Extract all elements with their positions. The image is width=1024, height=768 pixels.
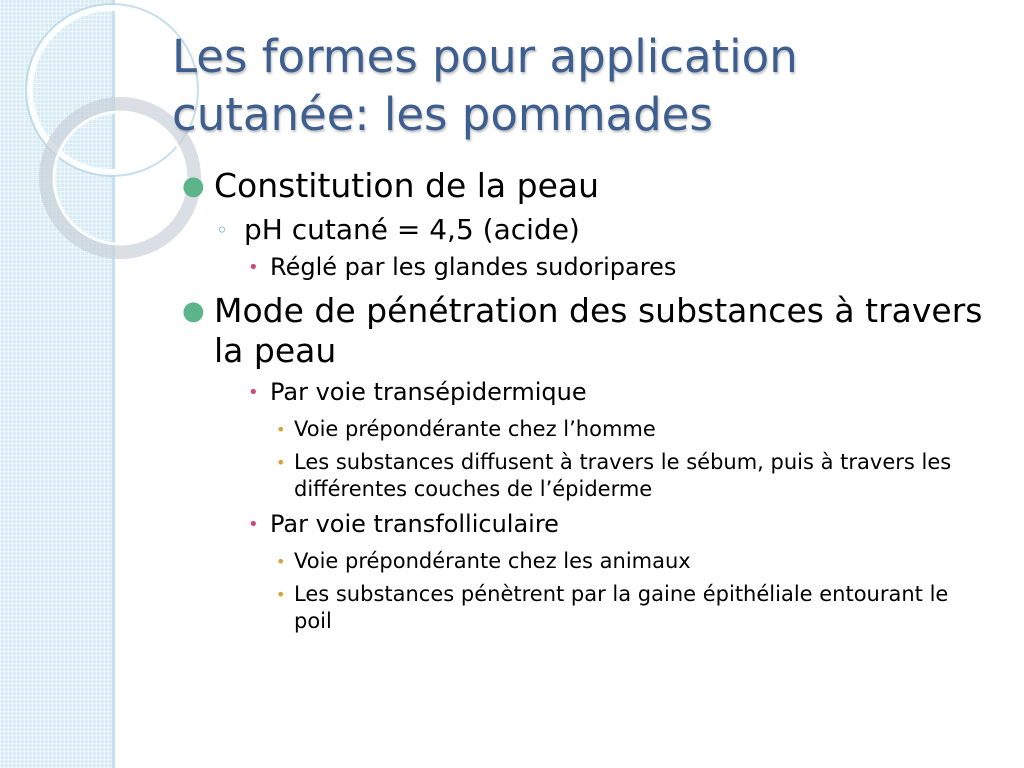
bullet-item-homme xyxy=(180,416,990,443)
bullet-text: Constitution de la peau xyxy=(214,166,600,205)
bullet-item-glandes xyxy=(180,252,990,283)
slide-title-line-2: cutanée: les pommades xyxy=(172,88,713,141)
bullet-text: Voie prépondérante chez l’homme xyxy=(294,417,656,441)
bullet-text: Les substances diffusent à travers le sébum, puis à travers les différentes couches de l’épiderme xyxy=(294,450,952,501)
bullet-dot-icon: • xyxy=(276,453,286,472)
bullet-text: Voie prépondérante chez les animaux xyxy=(294,549,691,573)
bullet-text: pH cutané = 4,5 (acide) xyxy=(244,213,580,246)
bullet-item-gaine xyxy=(180,581,990,635)
bullet-dot-icon: • xyxy=(276,552,286,571)
bullet-item-sebum xyxy=(180,449,990,503)
bullet-item-animaux xyxy=(180,548,990,575)
bullet-item-transepidermique xyxy=(180,377,990,408)
bullet-dot-icon: • xyxy=(248,382,259,403)
bullet-dot-icon: ● xyxy=(182,296,205,326)
bullet-text: Par voie transépidermique xyxy=(270,378,587,406)
bullet-item-transfolliculaire xyxy=(180,509,990,540)
bullet-item-ph xyxy=(180,212,990,248)
bullet-list xyxy=(180,166,990,641)
bullet-item-penetration xyxy=(180,291,990,371)
bullet-ring-icon: ◦ xyxy=(216,218,228,242)
bullet-text: Par voie transfolliculaire xyxy=(270,510,559,538)
bullet-dot-icon: • xyxy=(276,420,286,439)
bullet-dot-icon: ● xyxy=(182,171,205,201)
slide-title-line-1: Les formes pour application xyxy=(172,30,798,83)
bullet-dot-icon: • xyxy=(276,585,286,604)
bullet-text: Mode de pénétration des substances à travers la peau xyxy=(214,291,983,370)
bullet-item-constitution xyxy=(180,166,990,206)
bullet-text: Réglé par les glandes sudoripares xyxy=(270,253,677,281)
slide-title xyxy=(172,28,992,144)
bullet-dot-icon: • xyxy=(248,514,259,535)
bullet-text: Les substances pénètrent par la gaine épithéliale entourant le poil xyxy=(294,582,949,633)
bullet-dot-icon: • xyxy=(248,257,259,278)
decorative-ring-small-inner xyxy=(54,112,186,244)
